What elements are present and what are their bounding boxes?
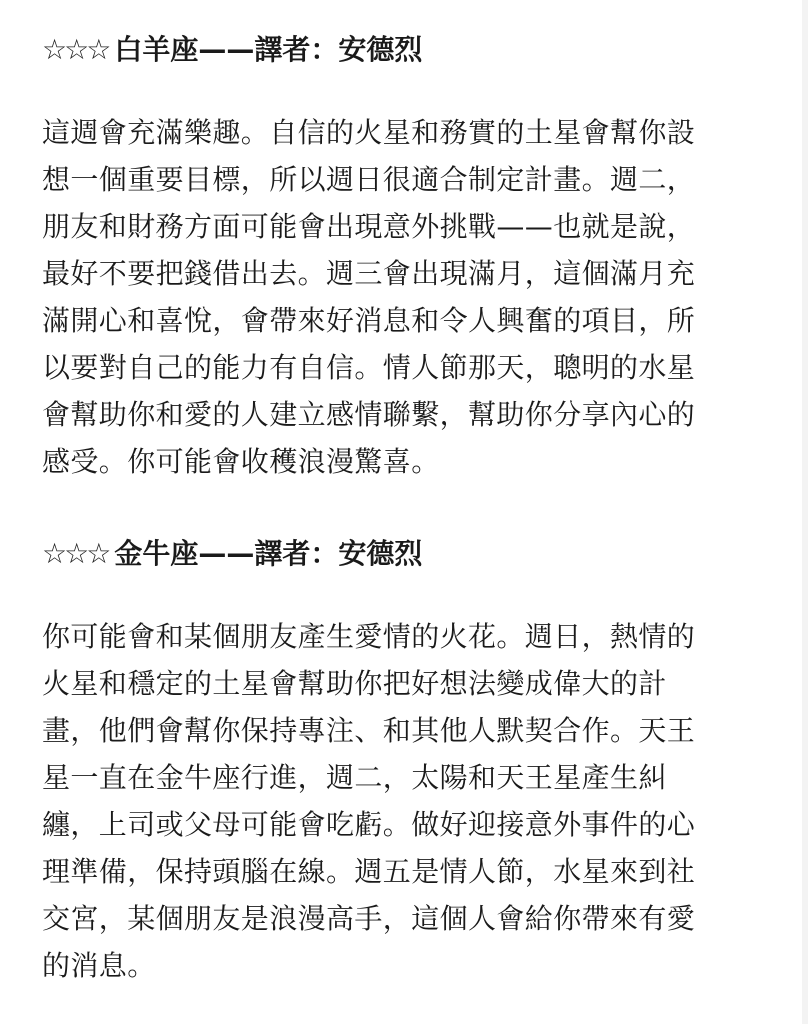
section-heading: [42, 29, 757, 71]
body-line: 交宮，某個朋友是浪漫高手，這個人會給你帶來有愛: [42, 902, 696, 935]
body-line: 朋友和財務方面可能會出現意外挑戰——也就是說，: [42, 210, 696, 243]
star-rating-icon: ☆☆☆: [42, 33, 109, 66]
body-line: 會幫助你和愛的人建立感情聯繫，幫助你分享內心的: [42, 398, 696, 431]
body-line: 最好不要把錢借出去。週三會出現滿月，這個滿月充: [42, 257, 696, 290]
body-line: 火星和穩定的土星會幫助你把好想法變成偉大的計: [42, 667, 667, 700]
body-line: 以要對自己的能力有自信。情人節那天，聰明的水星: [42, 351, 696, 384]
body-line: 纏，上司或父母可能會吃虧。做好迎接意外事件的心: [42, 808, 696, 841]
body-line: 這週會充滿樂趣。自信的火星和務實的土星會幫你設: [42, 116, 696, 149]
section-title: 金牛座——譯者：安德烈: [114, 537, 423, 570]
star-rating-icon: ☆☆☆: [42, 537, 109, 570]
body-line: 滿開心和喜悅，會帶來好消息和令人興奮的項目，所: [42, 304, 696, 337]
body-line: 想一個重要目標，所以週日很適合制定計畫。週二，: [42, 163, 696, 196]
body-line: 畫，他們會幫你保持專注、和其他人默契合作。天王: [42, 714, 696, 747]
horoscope-section-taurus: [42, 533, 757, 989]
body-line: 星一直在金牛座行進，週二，太陽和天王星產生糾: [42, 761, 667, 794]
body-line: 的消息。: [42, 949, 156, 982]
section-title: 白羊座——譯者：安德烈: [114, 33, 423, 66]
scrollbar-track[interactable]: [802, 0, 808, 1024]
horoscope-section-aries: [42, 29, 757, 485]
body-line: 你可能會和某個朋友產生愛情的火花。週日，熱情的: [42, 620, 696, 653]
section-body: [42, 613, 757, 989]
body-line: 理準備，保持頭腦在線。週五是情人節，水星來到社: [42, 855, 696, 888]
section-heading: [42, 533, 757, 575]
body-line: 感受。你可能會收穫浪漫驚喜。: [42, 445, 440, 478]
section-body: [42, 109, 757, 485]
